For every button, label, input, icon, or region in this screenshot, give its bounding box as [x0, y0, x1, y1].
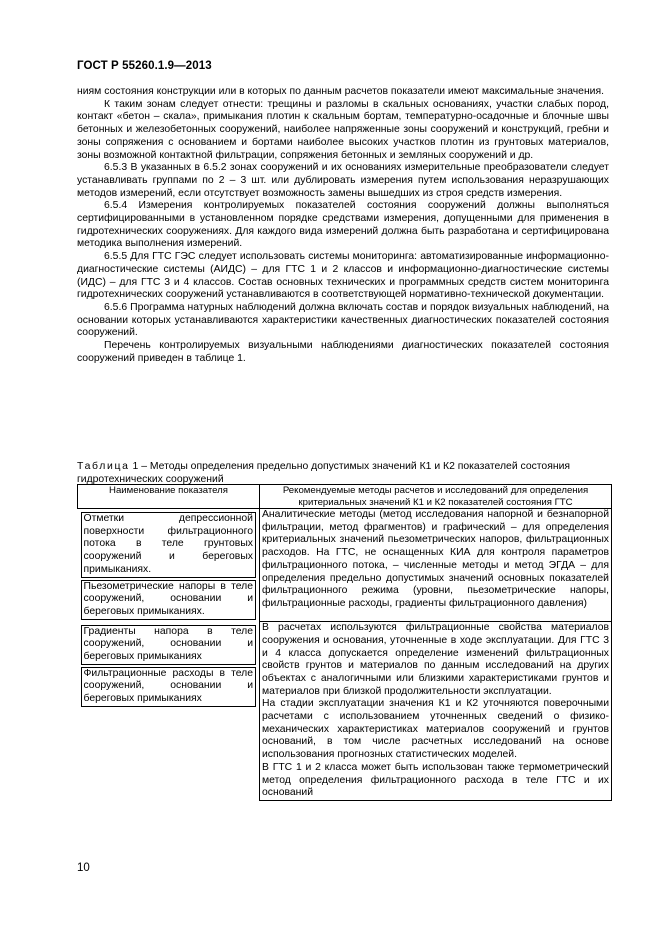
methods-verification-calcs: На стадии эксплуатации значения К1 и К2 уточняются поверочными расчетами с использованием уточненных сведений о физико-механических характеристиках материалов сооружений и грунтов оснований, в том числе расчетных исследований на основе использования прогнозных статистических моделей. [262, 698, 609, 761]
indicator-depression-surface: Отметки депрессионной поверхности фильтрационного потока в теле грунтовых сооружений и береговых примыканиях. [81, 512, 257, 578]
table-caption-label: Таблица [77, 461, 130, 472]
indicator-pressure-gradients: Градиенты напора в теле сооружений, основании и береговых примыканиях [81, 625, 257, 665]
table-header-row [78, 485, 612, 509]
indicator-piezometric-heads: Пьезометрические напоры в теле сооружений, основании и береговых примыканиях. [81, 580, 257, 620]
methods-cell [260, 509, 612, 622]
indicator-cell [78, 509, 260, 622]
paragraph-6-5-3: 6.5.3 В указанных в 6.5.2 зонах сооружений и их основаниях измерительные преобразователи следует устанавливать группами по 2 – 3 шт. или дублировать измерения путем использования неразрушающих методов измерений, если отсутствует возможность замены вышедших из строя средств измерения. [77, 162, 609, 199]
table-caption-text: 1 – Методы определения предельно допустимых значений К1 и К2 показателей состояния гидротехнических сооружений [77, 461, 571, 485]
col-header-methods: Рекомендуемые методы расчетов и исследований для определения критериальных значений К1 и К2 показателей состояния ГТС [260, 485, 612, 509]
paragraph-6-5-6: 6.5.6 Программа натурных наблюдений должна включать состав и порядок визуальных наблюдений, на основании которых устанавливаются характеристики качественных диагностических показателей состояния сооружений. [77, 301, 609, 339]
methods-analytical: Аналитические методы (метод исследования напорной и безнапорной фильтрации, метод фрагментов) и графический – для определения критериальных значений пьезометрических напоров, фильтрационных расходов. На ГТС, не оснащенных КИА для контроля параметров фильтрационного потока, – численные методы и метод ЭГДА – для определения предельно допустимых значений основных показателей фильтрационного режима (уровни, пьезометрические напоры, фильтрационные расходы, градиенты фильтрационного давления) [262, 509, 609, 609]
paragraph-list-reference: Перечень контролируемых визуальными наблюдениями диагностических показателей состояния сооружений приведен в таблице 1. [77, 340, 609, 364]
paragraph-6-5-5: 6.5.5 Для ГТС ГЭС следует использовать системы мониторинга: автоматизированные информационно-диагностические системы (АИДС) – для ГТС 1 и 2 классов и информационно-диагностические системы (ИДС) – для ГТС 3 и 4 классов. Состав основных технических и программных средств систем мониторинга гидротехнических сооружений устанавливаются в соответствующей нормативно-технической документации. [77, 251, 609, 301]
table-caption [77, 461, 625, 486]
table-row [78, 509, 612, 622]
methods-cell [260, 622, 612, 801]
methods-filtration-properties: В расчетах используются фильтрационные свойства материалов сооружения и основания, уточненные в ходе эксплуатации. Для ГТС 3 и 4 класса допускается определение изменений фильтрационных свойств грунтов и материалов по данным исследований на других объектах с аналогичными или близкими характеристиками грунтов и материалов при близкой продолжительности эксплуатации. [262, 622, 609, 697]
standard-header: ГОСТ Р 55260.1.9—2013 [77, 60, 212, 72]
indicator-seepage-flow: Фильтрационные расходы в теле сооружений, основании и береговых примыканиях [81, 667, 257, 707]
methods-thermometric: В ГТС 1 и 2 класса может быть использован также термометрический метод определения фильтрационного расхода в теле ГТС и их оснований [262, 761, 609, 799]
paragraph-6-5-4: 6.5.4 Измерения контролируемых показателей состояния сооружений должны выполняться сертифицированными в установленном порядке средствами измерения, допущенными для применения в гидротехнических сооружениях. Для каждого вида измерений должна быть разработана и сертифицирована методика выполнения измерений. [77, 200, 609, 250]
paragraph-continuation: ниям состояния конструкции или в которых по данным расчетов показатели имеют максимальные значения. [77, 86, 604, 97]
body-text [77, 86, 609, 365]
methods-table [77, 484, 612, 801]
col-header-indicator: Наименование показателя [78, 485, 260, 509]
paragraph-zones: К таким зонам следует отнести: трещины и разломы в скальных основаниях, участки слабых пород, контакт «бетон – скала», примыкания плотин к скальным бортам, температурно-осадочные и блочные швы бетонных и железобетонных сооружений, наиболее напряженные зоны сооружений и конструкций, гребни и зоны сопряжения с основанием и бортами наиболее высоких участков плотин из грунтовых материалов, зоны возможной контактной фильтрации, сопряжения бетонных и земляных сооружений и др. [77, 98, 609, 161]
page-number: 10 [77, 862, 90, 874]
indicator-cell [78, 622, 260, 801]
table-row [78, 622, 612, 801]
